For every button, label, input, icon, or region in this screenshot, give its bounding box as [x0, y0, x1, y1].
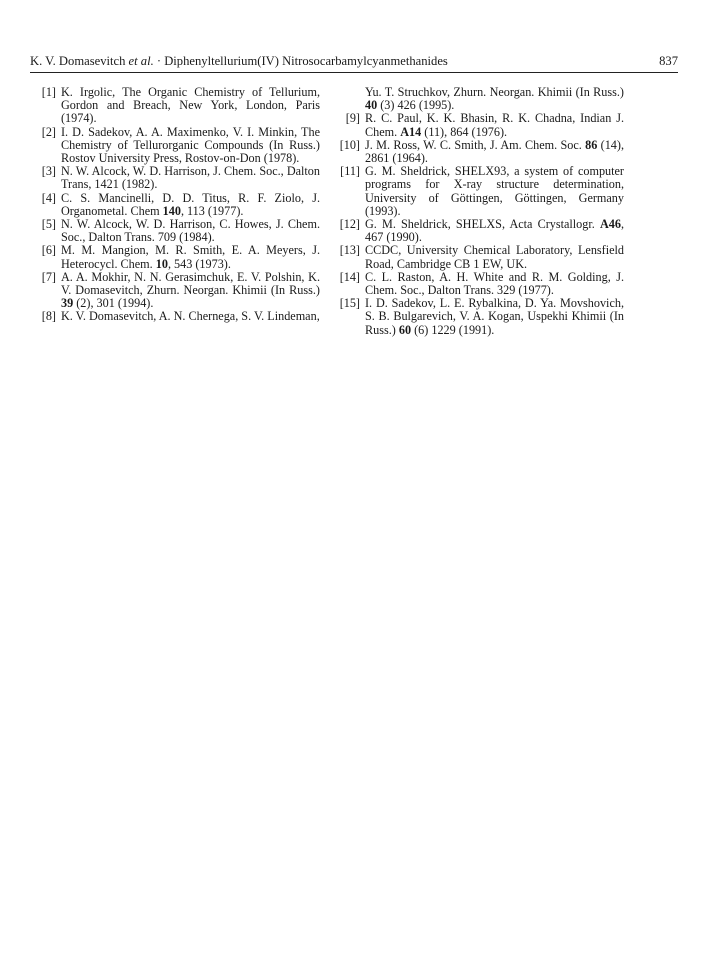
reference-text-segment: C. S. Mancinelli, D. D. Titus, R. F. Ziolo, J. Organometal. Chem — [61, 190, 320, 218]
reference-text-segment: J. M. Ross, W. C. Smith, J. Am. Chem. Soc. — [365, 137, 586, 152]
reference-text — [61, 192, 320, 218]
reference-text-segment: Yu. T. Struchkov, Zhurn. Neorgan. Khimii (In Russ.) — [365, 85, 624, 99]
reference-volume: A14 — [400, 124, 422, 139]
reference-entry — [29, 165, 320, 191]
reference-number: [12] — [339, 217, 360, 232]
reference-text-segment: G. M. Sheldrick, SHELX93, a system of computer programs for X-ray structure determination, University of Göttingen, Göttingen, Germany (1993). — [365, 164, 624, 218]
reference-entry — [333, 271, 624, 297]
reference-text — [61, 271, 320, 311]
header-article-title: · Diphenyltellurium(IV) Nitrosocarbamylcyanmethanides — [153, 54, 448, 68]
reference-text-segment: , 113 (1977). — [180, 203, 244, 218]
reference-entry — [333, 112, 624, 138]
reference-text — [61, 310, 320, 323]
reference-number: [14] — [339, 269, 360, 284]
reference-text — [365, 139, 624, 165]
reference-entry — [333, 86, 624, 112]
reference-text-segment: (2), 301 (1994). — [73, 296, 154, 311]
reference-volume: 10 — [155, 256, 168, 271]
reference-volume: 40 — [365, 98, 378, 113]
reference-volume: 86 — [585, 137, 598, 152]
reference-text — [365, 112, 624, 138]
reference-text-segment: M. M. Mangion, M. R. Smith, E. A. Meyers, J. Heterocycl. Chem. — [61, 243, 320, 271]
reference-number: [1] — [41, 85, 56, 99]
reference-entry — [333, 218, 624, 244]
reference-text-segment: (6) 1229 (1991). — [411, 322, 495, 337]
reference-entry — [29, 244, 320, 270]
reference-entry — [333, 139, 624, 165]
reference-text — [61, 165, 320, 191]
running-title — [30, 54, 448, 69]
reference-entry — [333, 165, 624, 218]
reference-entry — [29, 218, 320, 244]
reference-volume: 140 — [162, 203, 181, 218]
reference-text-segment: I. D. Sadekov, L. E. Rybalkina, D. Ya. Movshovich, S. B. Bulgarevich, V. A. Kogan, Uspekhi Khimii (In Russ.) — [365, 296, 624, 337]
reference-number: [3] — [41, 164, 56, 179]
reference-text-segment: N. W. Alcock, W. D. Harrison, J. Chem. Soc., Dalton Trans, 1421 (1982). — [61, 164, 320, 192]
references-right-column — [333, 86, 624, 337]
reference-number: [8] — [41, 309, 56, 324]
reference-text — [61, 86, 320, 126]
header-etal: et al. — [128, 54, 154, 68]
reference-text-segment: (14), 2861 (1964). — [365, 137, 625, 166]
reference-text-segment: K. V. Domasevitch, A. N. Chernega, S. V. Lindeman, — [61, 309, 320, 324]
references-left-column — [29, 86, 320, 324]
reference-entry — [29, 192, 320, 218]
reference-text — [365, 165, 624, 218]
reference-number: [5] — [41, 217, 56, 232]
reference-text-segment: , 467 (1990). — [365, 217, 624, 245]
reference-number: [10] — [339, 137, 360, 152]
reference-text-segment: CCDC, University Chemical Laboratory, Lensfield Road, Cambridge CB 1 EW, UK. — [365, 243, 624, 271]
reference-text-segment: (11), 864 (1976). — [421, 124, 508, 139]
reference-text — [365, 271, 624, 297]
reference-text-segment: R. C. Paul, K. K. Bhasin, R. K. Chadna, Indian J. Chem. — [365, 111, 624, 139]
reference-entry — [29, 86, 320, 126]
reference-entry — [29, 126, 320, 166]
running-header — [30, 54, 678, 73]
reference-text — [61, 244, 320, 270]
reference-number: [7] — [41, 269, 56, 284]
reference-number: [2] — [41, 124, 56, 139]
reference-text-segment: K. Irgolic, The Organic Chemistry of Tellurium, Gordon and Breach, New York, London, Paris (1974). — [61, 85, 320, 126]
reference-text-segment: A. A. Mokhir, N. N. Gerasimchuk, E. V. Polshin, K. V. Domasevitch, Zhurn. Neorgan. Khimii (In Russ.) — [61, 269, 320, 298]
reference-volume: 39 — [61, 296, 74, 311]
page-number: 837 — [659, 54, 678, 68]
reference-text-segment: N. W. Alcock, W. D. Harrison, C. Howes, J. Chem. Soc., Dalton Trans. 709 (1984). — [61, 217, 320, 245]
reference-number: [4] — [41, 190, 56, 205]
reference-text — [61, 218, 320, 244]
reference-text — [61, 126, 320, 166]
reference-number: [11] — [340, 164, 360, 179]
reference-text-segment: C. L. Raston, A. H. White and R. M. Golding, J. Chem. Soc., Dalton Trans. 329 (1977). — [365, 269, 624, 298]
reference-entry — [333, 244, 624, 270]
header-authors: K. V. Domasevitch — [30, 54, 129, 68]
reference-entry — [29, 310, 320, 323]
reference-text — [365, 244, 624, 270]
reference-volume: 60 — [398, 322, 412, 337]
reference-number: [15] — [339, 296, 360, 311]
reference-number: [6] — [41, 243, 56, 258]
reference-entry — [333, 297, 624, 337]
reference-text-segment: , 543 (1973). — [167, 256, 231, 271]
reference-text-segment: I. D. Sadekov, A. A. Maximenko, V. I. Minkin, The Chemistry of Tellurorganic Compounds (In Russ.) Rostov University Press, Rostov-on-Don (1978). — [61, 124, 320, 166]
reference-volume: A46 — [599, 217, 621, 232]
reference-text — [365, 297, 624, 337]
reference-entry — [29, 271, 320, 311]
reference-text-segment: (3) 426 (1995). — [377, 98, 455, 113]
reference-text-segment: G. M. Sheldrick, SHELXS, Acta Crystallogr. — [365, 217, 600, 232]
reference-text — [365, 218, 624, 244]
reference-number: [13] — [339, 243, 360, 258]
reference-text — [365, 86, 624, 112]
reference-number: [9] — [345, 111, 360, 126]
